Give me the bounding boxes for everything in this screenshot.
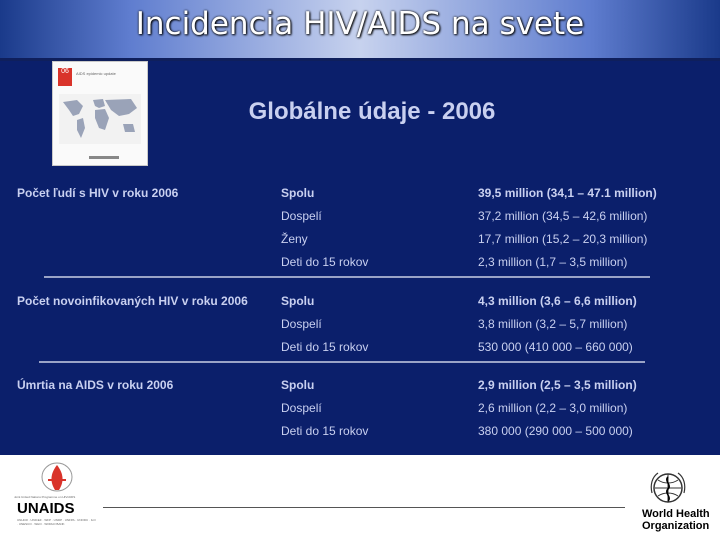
value-children: 530 000 (410 000 – 660 000) (478, 340, 633, 354)
value-children: 380 000 (290 000 – 500 000) (478, 424, 633, 438)
unaids-name: UNAIDS (17, 500, 75, 517)
cover-logos (89, 156, 119, 159)
category-adults: Dospelí (281, 209, 322, 223)
section-divider (39, 361, 645, 363)
category-adults: Dospelí (281, 317, 322, 331)
value-adults: 37,2 million (34,5 – 42,6 million) (478, 209, 648, 223)
value-total: 39,5 million (34,1 – 47.1 million) (478, 186, 657, 200)
category-children: Deti do 15 rokov (281, 340, 369, 354)
value-children: 2,3 million (1,7 – 3,5 million) (478, 255, 628, 269)
row-label-aids-deaths: Úmrtia na AIDS v roku 2006 (17, 378, 174, 392)
footer-divider (103, 507, 625, 508)
value-total: 2,9 million (2,5 – 3,5 million) (478, 378, 637, 392)
cover-badge: 06 (58, 68, 72, 86)
value-women: 17,7 million (15,2 – 20,3 million) (478, 232, 648, 246)
row-label-new-infections: Počet novoinfikovaných HIV v roku 2006 (17, 294, 248, 308)
category-total: Spolu (281, 378, 315, 392)
cover-heading: AIDS epidemic update (76, 71, 116, 76)
category-adults: Dospelí (281, 401, 322, 415)
value-adults: 3,8 million (3,2 – 5,7 million) (478, 317, 628, 331)
who-name: World Health Organization (642, 508, 710, 532)
category-women: Ženy (281, 232, 308, 246)
value-total: 4,3 million (3,6 – 6,6 million) (478, 294, 637, 308)
category-total: Spolu (281, 294, 315, 308)
section-divider (44, 276, 650, 278)
category-total: Spolu (281, 186, 315, 200)
category-children: Deti do 15 rokov (281, 255, 369, 269)
world-map-icon (59, 94, 141, 144)
unaids-cosponsors: UNHCR · UNICEF · WFP · UNDP · UNFPA · UNODC · ILO · UNESCO · WHO · WORLD BANK (17, 518, 96, 526)
row-label-people-with-hiv: Počet ľudí s HIV v roku 2006 (17, 186, 179, 200)
unaids-subtitle: Joint United Nations Programme on HIV/AIDS (14, 495, 76, 499)
who-emblem-icon (646, 469, 690, 509)
slide-title: Incidencia HIV/AIDS na svete (135, 6, 585, 42)
category-children: Deti do 15 rokov (281, 424, 369, 438)
global-data-heading: Globálne údaje - 2006 (248, 98, 496, 125)
report-cover-image (52, 61, 148, 166)
value-adults: 2,6 million (2,2 – 3,0 million) (478, 401, 628, 415)
